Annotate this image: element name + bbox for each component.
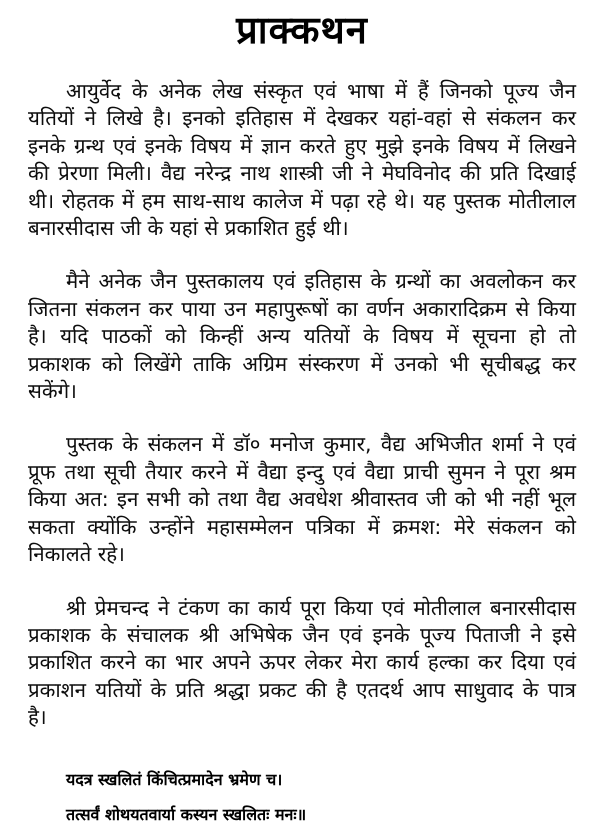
closing-verse — [66, 762, 576, 832]
text-line: आयुर्वेद के अनेक लेख संस्कृत एवं भाषा में हैं जिनको पूज्य जैन — [66, 79, 576, 103]
text-line: यतियों ने लिखे है। इनको इतिहास में देखकर यहां-वहां से संकलन कर — [28, 106, 576, 131]
text-line: प्रकाशक को लिखेंगे ताकि अग्रिम संस्करण में उनको भी सूचीबद्ध कर — [28, 351, 576, 376]
text-line: मैने अनेक जैन पुस्तकालय एवं इतिहास के ग्रन्थों का अवलोकन कर — [66, 269, 576, 294]
text-line: पुस्तक के संकलन में डॉ० मनोज कुमार, वैद्य अभिजीत शर्मा ने एवं — [66, 432, 576, 457]
paragraph — [28, 595, 576, 732]
text-line: प्रूफ तथा सूची तैयार करने में वैद्या इन्दु एवं वैद्या प्राची सुमन ने पूरा श्रम — [28, 459, 576, 484]
text-line: सकेंगे। — [28, 379, 77, 404]
text-line: प्रकाशित करने का भार अपने ऊपर लेकर मेरा कार्य हल्का कर दिया एवं — [28, 650, 576, 675]
text-line: थी। रोहतक में हम साथ-साथ कालेज में पढ़ा रहे थे। यह पुस्तक मोतीलाल — [28, 188, 576, 213]
document-body — [28, 78, 576, 732]
text-line: प्रकाशक के संचालक श्री अभिषेक जैन एवं इनके पूज्य पिताजी ने इसे — [28, 622, 576, 647]
text-line: किया अत: इन सभी को तथा वैद्य अवधेश श्रीवास्तव जी को भी नहीं भूल — [28, 487, 576, 512]
page-title: प्राक्कथन — [236, 8, 368, 52]
text-line: की प्रेरणा मिली। वैद्य नरेन्द्र नाथ शास्त्री जी ने मेघविनोद की प्रति दिखाई — [28, 161, 576, 186]
paragraph — [28, 268, 576, 405]
paragraph — [28, 431, 576, 568]
text-line: बनारसीदास जी के यहां से प्रकाशित हुई थी। — [28, 216, 349, 241]
text-line: जितना संकलन कर पाया उन महापुरूषों का वर्णन अकारादिक्रम से किया — [28, 296, 576, 321]
verse-line: यदत्र स्खलितं किंचित्प्रमादेन भ्रमेण च। — [66, 769, 283, 789]
text-line: सकता क्योंकि उन्होंने महासम्मेलन पत्रिका में क्रमश: मेरे संकलन को — [28, 514, 576, 539]
text-line: है। — [28, 705, 47, 730]
text-line: श्री प्रेमचन्द ने टंकण का कार्य पूरा किया एवं मोतीलाल बनारसीदास — [66, 595, 576, 620]
verse-line: तत्सर्वं शोथयतवार्या कस्यन स्खलितः मनः॥ — [66, 804, 307, 824]
text-line: है। यदि पाठकों को किन्हीं अन्य यतियों के विषय में सूचना हो तो — [28, 324, 576, 349]
text-line: प्रकाशन यतियों के प्रति श्रद्धा प्रकट की है एतदर्थ आप साधुवाद के पात्र — [28, 677, 576, 702]
paragraph — [28, 78, 576, 242]
text-line: निकालते रहे। — [28, 542, 125, 567]
text-line: इनके ग्रन्थ एवं इनके विषय में ज्ञान करते हुए मुझे इनके विषय में लिखने — [28, 133, 576, 158]
